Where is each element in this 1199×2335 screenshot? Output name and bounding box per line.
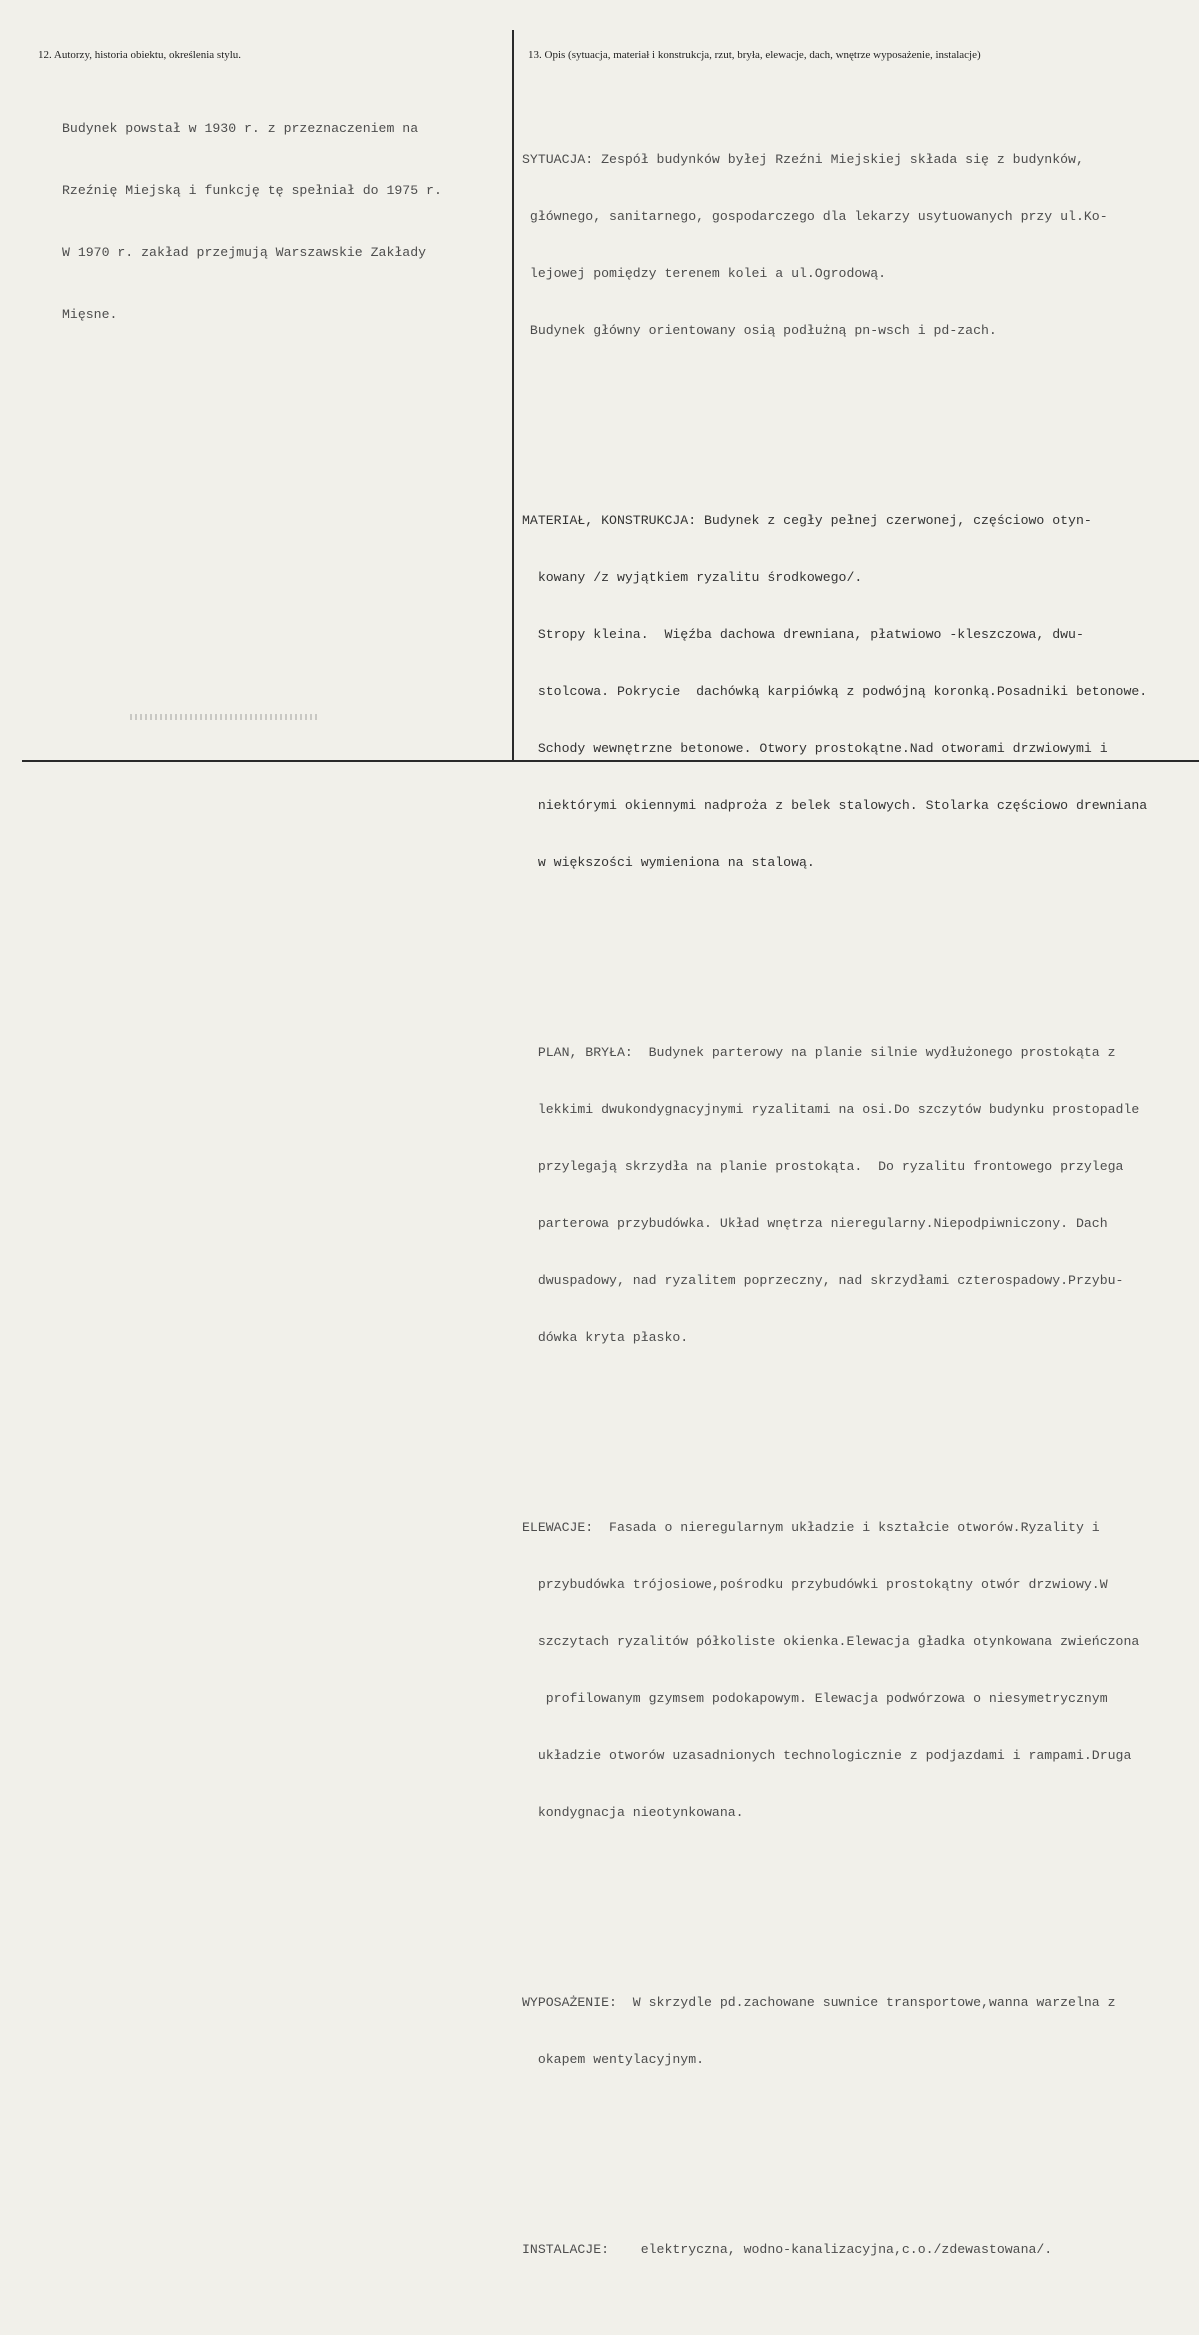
history-line: Mięsne.	[62, 307, 118, 322]
text-line: WYPOSAŻENIE: W skrzydle pd.zachowane suwnice transportowe,wanna warzelna z	[522, 1995, 1116, 2010]
text-line: dówka kryta płasko.	[522, 1330, 689, 1345]
text-line: Stropy kleina. Więźba dachowa drewniana, płatwiowo -kleszczowa, dwu-	[522, 627, 1084, 642]
text-line: Schody wewnętrzne betonowe. Otwory prostokątne.Nad otworami drzwiowymi i	[522, 741, 1108, 756]
text-line: kowany /z wyjątkiem ryzalitu środkowego/.	[522, 570, 863, 585]
text-line: przybudówka trójosiowe,pośrodku przybudówki prostokątny otwór drzwiowy.W	[522, 1577, 1108, 1592]
text-line: lekkimi dwukondygnacyjnymi ryzalitami na osi.Do szczytów budynku prostopadle	[522, 1102, 1140, 1117]
text-line: INSTALACJE: elektryczna, wodno-kanalizacyjna,c.o./zdewastowana/.	[522, 2242, 1053, 2257]
text-line: SYTUACJA: Zespół budynków byłej Rzeźni Miejskiej składa się z budynków,	[522, 152, 1084, 167]
history-text	[62, 81, 442, 367]
section-elewacje	[522, 1480, 1147, 1860]
text-line: głównego, sanitarnego, gospodarczego dla lekarzy usytuowanych przy ul.Ko-	[522, 209, 1108, 224]
text-line: dwuspadowy, nad ryzalitem poprzeczny, nad skrzydłami czterospadowy.Przybu-	[522, 1273, 1124, 1288]
text-line: kondygnacja nieotynkowana.	[522, 1805, 744, 1820]
text-line: parterowa przybudówka. Układ wnętrza nieregularny.Niepodpiwniczony. Dach	[522, 1216, 1108, 1231]
text-line: szczytach ryzalitów półkoliste okienka.Elewacja gładka otynkowana zwieńczona	[522, 1634, 1140, 1649]
smudge-mark	[130, 714, 320, 720]
text-line: Budynek główny orientowany osią podłużną pn-wsch i pd-zach.	[522, 323, 997, 338]
text-line: niektórymi okiennymi nadproża z belek stalowych. Stolarka częściowo drewniana	[522, 798, 1148, 813]
section-plan	[522, 1005, 1147, 1385]
description-text	[522, 74, 1147, 2335]
text-line: profilowanym gzymsem podokapowym. Elewacja podwórzowa o niesymetrycznym	[522, 1691, 1108, 1706]
column-divider	[512, 30, 514, 760]
text-line: stolcowa. Pokrycie dachówką karpiówką z podwójną koronką.Posadniki betonowe.	[522, 684, 1148, 699]
section-instalacje	[522, 2202, 1147, 2297]
section-13-header: 13. Opis (sytuacja, materiał i konstrukcja, rzut, bryła, elewacje, dach, wnętrze wyposażenie, instalacje)	[528, 49, 981, 61]
section-sytuacja	[522, 112, 1147, 378]
text-line: MATERIAŁ, KONSTRUKCJA: Budynek z cegły pełnej czerwonej, częściowo otyn-	[522, 513, 1092, 528]
history-line: W 1970 r. zakład przejmują Warszawskie Zakłady	[62, 245, 427, 260]
text-line: PLAN, BRYŁA: Budynek parterowy na planie silnie wydłużonego prostokąta z	[522, 1045, 1116, 1060]
history-line: Budynek powstał w 1930 r. z przeznaczeniem na	[62, 121, 419, 136]
section-wyposazenie	[522, 1955, 1147, 2107]
section-12-header: 12. Autorzy, historia obiektu, określenia stylu.	[38, 49, 242, 61]
text-line: przylegają skrzydła na planie prostokąta. Do ryzalitu frontowego przylega	[522, 1159, 1124, 1174]
text-line: ELEWACJE: Fasada o nieregularnym układzie i kształcie otworów.Ryzality i	[522, 1520, 1100, 1535]
text-line: lejowej pomiędzy terenem kolei a ul.Ogrodową.	[522, 266, 887, 281]
text-line: układzie otworów uzasadnionych technologicznie z podjazdami i rampami.Druga	[522, 1748, 1132, 1763]
text-line: okapem wentylacyjnym.	[522, 2052, 705, 2067]
section-material	[522, 473, 1147, 910]
history-line: Rzeźnię Miejską i funkcję tę spełniał do 1975 r.	[62, 183, 442, 198]
text-line: w większości wymieniona na stalową.	[522, 855, 815, 870]
